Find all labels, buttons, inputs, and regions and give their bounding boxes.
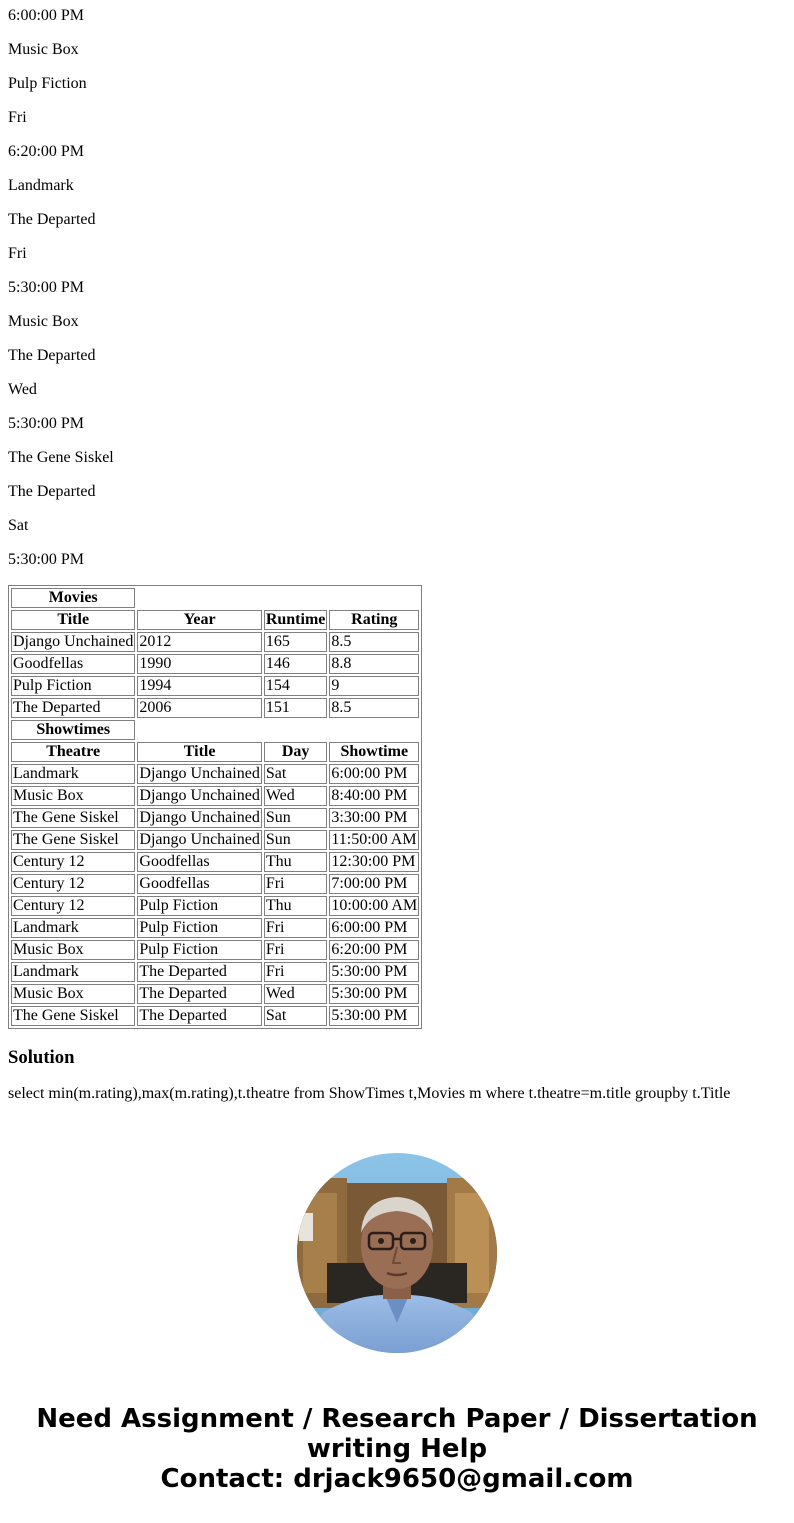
table-cell: Fri (264, 962, 328, 982)
table-cell: 3:30:00 PM (329, 808, 419, 828)
column-header: Theatre (11, 742, 135, 762)
cta-line-2: writing Help (306, 1434, 488, 1464)
table-cell: Sun (264, 830, 328, 850)
table-row (11, 676, 419, 696)
table-cell: Goodfellas (137, 852, 261, 872)
showtimes-header-row (11, 742, 419, 762)
showtimes-caption: Showtimes (11, 720, 135, 740)
table-cell: 5:30:00 PM (329, 1006, 419, 1026)
table-cell: Music Box (11, 786, 135, 806)
table-cell: Pulp Fiction (11, 676, 135, 696)
table-cell: Fri (264, 874, 328, 894)
table-cell: Sat (264, 764, 328, 784)
table-cell: Fri (264, 918, 328, 938)
table-cell: Landmark (11, 918, 135, 938)
table-cell: 11:50:00 AM (329, 830, 419, 850)
table-cell: 7:00:00 PM (329, 874, 419, 894)
table-cell: 6:00:00 PM (329, 918, 419, 938)
table-cell: Django Unchained (139, 765, 260, 782)
table-row (11, 764, 419, 784)
solution-text: select min(m.rating),max(m.rating),t.theatre from ShowTimes t,Movies m where t.theatre=m.title groupby t.Title (8, 1085, 731, 1102)
empty-cell (264, 720, 328, 740)
table-row (11, 830, 419, 850)
cta-line-3: Contact: drjack9650@gmail.com (160, 1464, 634, 1494)
table-cell: 2006 (137, 698, 261, 718)
empty-cell (137, 588, 261, 608)
text-line: The Gene Siskel (8, 449, 114, 466)
text-line: Landmark (8, 177, 74, 194)
table-cell: 8.8 (329, 654, 419, 674)
showtimes-caption-row (11, 720, 419, 740)
table-cell: 8.5 (329, 632, 419, 652)
column-header: Title (137, 742, 261, 762)
text-line: The Departed (8, 483, 96, 500)
table-cell: Django Unchained (139, 831, 260, 848)
table-row (11, 918, 419, 938)
table-cell: The Departed (137, 984, 261, 1004)
table-row (11, 654, 419, 674)
text-line: The Departed (8, 211, 96, 228)
text-line: 5:30:00 PM (8, 551, 85, 568)
table-cell: 9 (329, 676, 419, 696)
cta-line-1: Need Assignment / Research Paper / Dissertation (36, 1404, 758, 1434)
author-avatar (297, 1153, 497, 1353)
column-header: Showtime (329, 742, 419, 762)
table-cell: 6:20:00 PM (329, 940, 419, 960)
table-cell: Sat (264, 1006, 328, 1026)
table-cell: Music Box (11, 984, 135, 1004)
empty-cell (329, 720, 419, 740)
table-cell: Century 12 (11, 852, 135, 872)
table-cell: Wed (264, 984, 328, 1004)
table-cell: 6:00:00 PM (329, 764, 419, 784)
text-line: Fri (8, 109, 27, 126)
table-cell: Fri (264, 940, 328, 960)
table-cell: Landmark (11, 764, 135, 784)
empty-cell (137, 720, 261, 740)
text-line: Music Box (8, 313, 79, 330)
text-line: Wed (8, 381, 37, 398)
text-line: The Departed (8, 347, 96, 364)
table-cell: 12:30:00 PM (329, 852, 419, 872)
table-cell: Thu (264, 896, 328, 916)
table-cell: Pulp Fiction (137, 918, 261, 938)
table-row (11, 786, 419, 806)
table-row (11, 874, 419, 894)
table-cell: 10:00:00 AM (331, 897, 418, 914)
solution-heading: Solution (8, 1047, 75, 1068)
table-cell: 154 (264, 676, 328, 696)
text-line: Music Box (8, 41, 79, 58)
column-header: Rating (329, 610, 419, 630)
table-cell: 1994 (137, 676, 261, 696)
table-cell: Goodfellas (11, 654, 135, 674)
text-line: 5:30:00 PM (8, 279, 85, 296)
table-cell: 2012 (137, 632, 261, 652)
table-cell: 1990 (137, 654, 261, 674)
text-lines (8, 0, 786, 577)
table-row (11, 1006, 419, 1026)
table-cell: Thu (264, 852, 328, 872)
empty-cell (329, 588, 419, 608)
movies-header-row (11, 610, 419, 630)
table-cell: 8.5 (329, 698, 419, 718)
table-cell: Century 12 (11, 896, 135, 916)
column-header: Title (11, 610, 135, 630)
table-cell: Sun (264, 808, 328, 828)
table-cell: The Departed (137, 1006, 261, 1026)
table-row (11, 962, 419, 982)
table-cell: 146 (264, 654, 328, 674)
table-row (11, 852, 419, 872)
table-cell: Landmark (11, 962, 135, 982)
table-cell: Django Unchained (13, 633, 134, 650)
movies-caption: Movies (11, 588, 135, 608)
table-cell: The Gene Siskel (11, 808, 135, 828)
table-cell: Django Unchained (139, 809, 260, 826)
contact-banner (0, 1404, 794, 1494)
text-line: Fri (8, 245, 27, 262)
text-line: 6:20:00 PM (8, 143, 85, 160)
table-cell: The Departed (11, 698, 135, 718)
table-row (11, 698, 419, 718)
table-cell: 5:30:00 PM (329, 962, 419, 982)
data-table (8, 585, 422, 1029)
table-row (11, 808, 419, 828)
table-cell: The Gene Siskel (11, 1006, 135, 1026)
table-row (11, 940, 419, 960)
table-row (11, 984, 419, 1004)
text-line: 6:00:00 PM (8, 7, 85, 24)
table-cell: The Gene Siskel (11, 830, 135, 850)
author-photo (297, 1153, 497, 1353)
table-cell: 151 (264, 698, 328, 718)
column-header: Day (264, 742, 328, 762)
column-header: Runtime (265, 611, 326, 628)
table-cell: 8:40:00 PM (329, 786, 419, 806)
table-row (11, 896, 419, 916)
column-header: Year (137, 610, 261, 630)
table-cell: Pulp Fiction (137, 896, 261, 916)
table-cell: Century 12 (11, 874, 135, 894)
table-cell: 5:30:00 PM (329, 984, 419, 1004)
table-row (11, 632, 419, 652)
table-cell: Music Box (11, 940, 135, 960)
table-cell: Django Unchained (139, 787, 260, 804)
movies-caption-row (11, 588, 419, 608)
empty-cell (264, 588, 328, 608)
table-cell: Wed (264, 786, 328, 806)
text-line: Pulp Fiction (8, 75, 87, 92)
table-cell: 165 (264, 632, 328, 652)
table-cell: Pulp Fiction (137, 940, 261, 960)
text-line: Sat (8, 517, 29, 534)
table-cell: Goodfellas (137, 874, 261, 894)
table-cell: The Departed (137, 962, 261, 982)
document-body (8, 0, 786, 1103)
text-line: 5:30:00 PM (8, 415, 85, 432)
